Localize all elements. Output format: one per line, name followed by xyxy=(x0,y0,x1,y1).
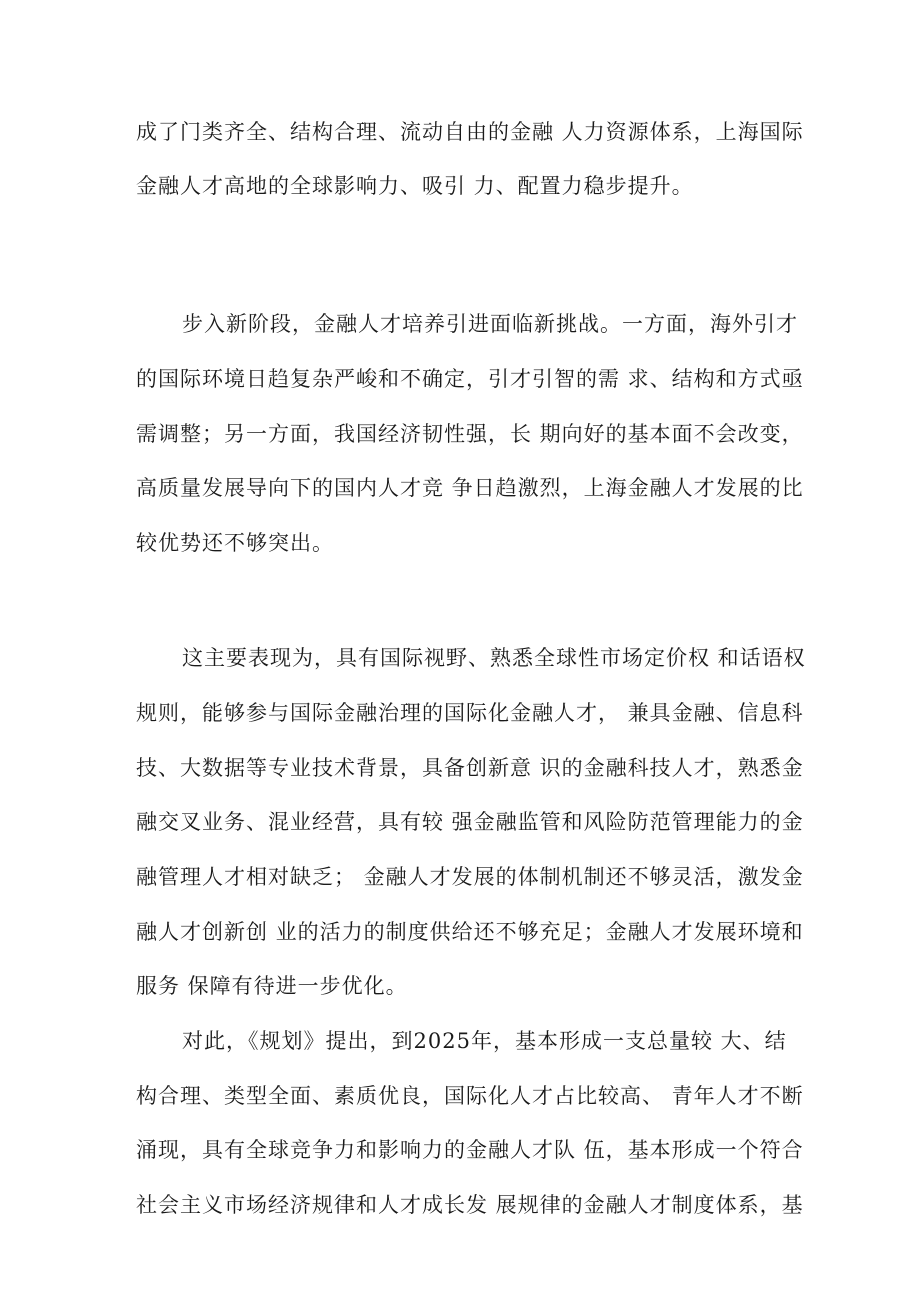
text-line: 规则，能够参与国际金融治理的国际化金融人才， 兼具金融、信息科 xyxy=(136,701,804,725)
text-line: 较优势还不够突出。 xyxy=(136,531,334,555)
text-line: 融管理人才相对缺乏； 金融人才发展的体制机制还不够灵活，激发金 xyxy=(136,865,804,889)
text-line: 这主要表现为，具有国际视野、熟悉全球性市场定价权 和话语权 xyxy=(182,646,806,670)
text-line: 的国际环境日趋复杂严峻和不确定，引才引智的需 求、结构和方式亟 xyxy=(136,367,804,391)
text-line: 服务 保障有待进一步优化。 xyxy=(136,974,408,998)
text-line: 融人才创新创 业的活力的制度供给还不够充足；金融人才发展环境和 xyxy=(136,920,804,944)
text-line: 成了门类齐全、结构合理、流动自由的金融 人力资源体系，上海国际 xyxy=(136,120,804,144)
text-line: 对此，《规划》提出，到2025年，基本形成一支总量较 大、结 xyxy=(182,1029,787,1053)
text-line: 步入新阶段，金融人才培养引进面临新挑战。一方面，海外引才 xyxy=(182,312,798,336)
text-line: 社会主义市场经济规律和人才成长发 展规律的金融人才制度体系，基 xyxy=(136,1193,804,1217)
text-line: 技、大数据等专业技术背景，具备创新意 识的金融科技人才，熟悉金 xyxy=(136,756,804,780)
text-line: 构合理、类型全面、素质优良，国际化人才占比较高、 青年人才不断 xyxy=(136,1084,804,1108)
text-line: 涌现，具有全球竞争力和影响力的金融人才队 伍，基本形成一个符合 xyxy=(136,1138,804,1162)
text-line: 高质量发展导向下的国内人才竞 争日趋激烈，上海金融人才发展的比 xyxy=(136,476,804,500)
text-line: 融交叉业务、混业经营，具有较 强金融监管和风险防范管理能力的金 xyxy=(136,810,804,834)
text-line: 金融人才高地的全球影响力、吸引 力、配置力稳步提升。 xyxy=(136,174,694,198)
text-line: 需调整；另一方面，我国经济韧性强，长 期向好的基本面不会改变， xyxy=(136,422,804,446)
